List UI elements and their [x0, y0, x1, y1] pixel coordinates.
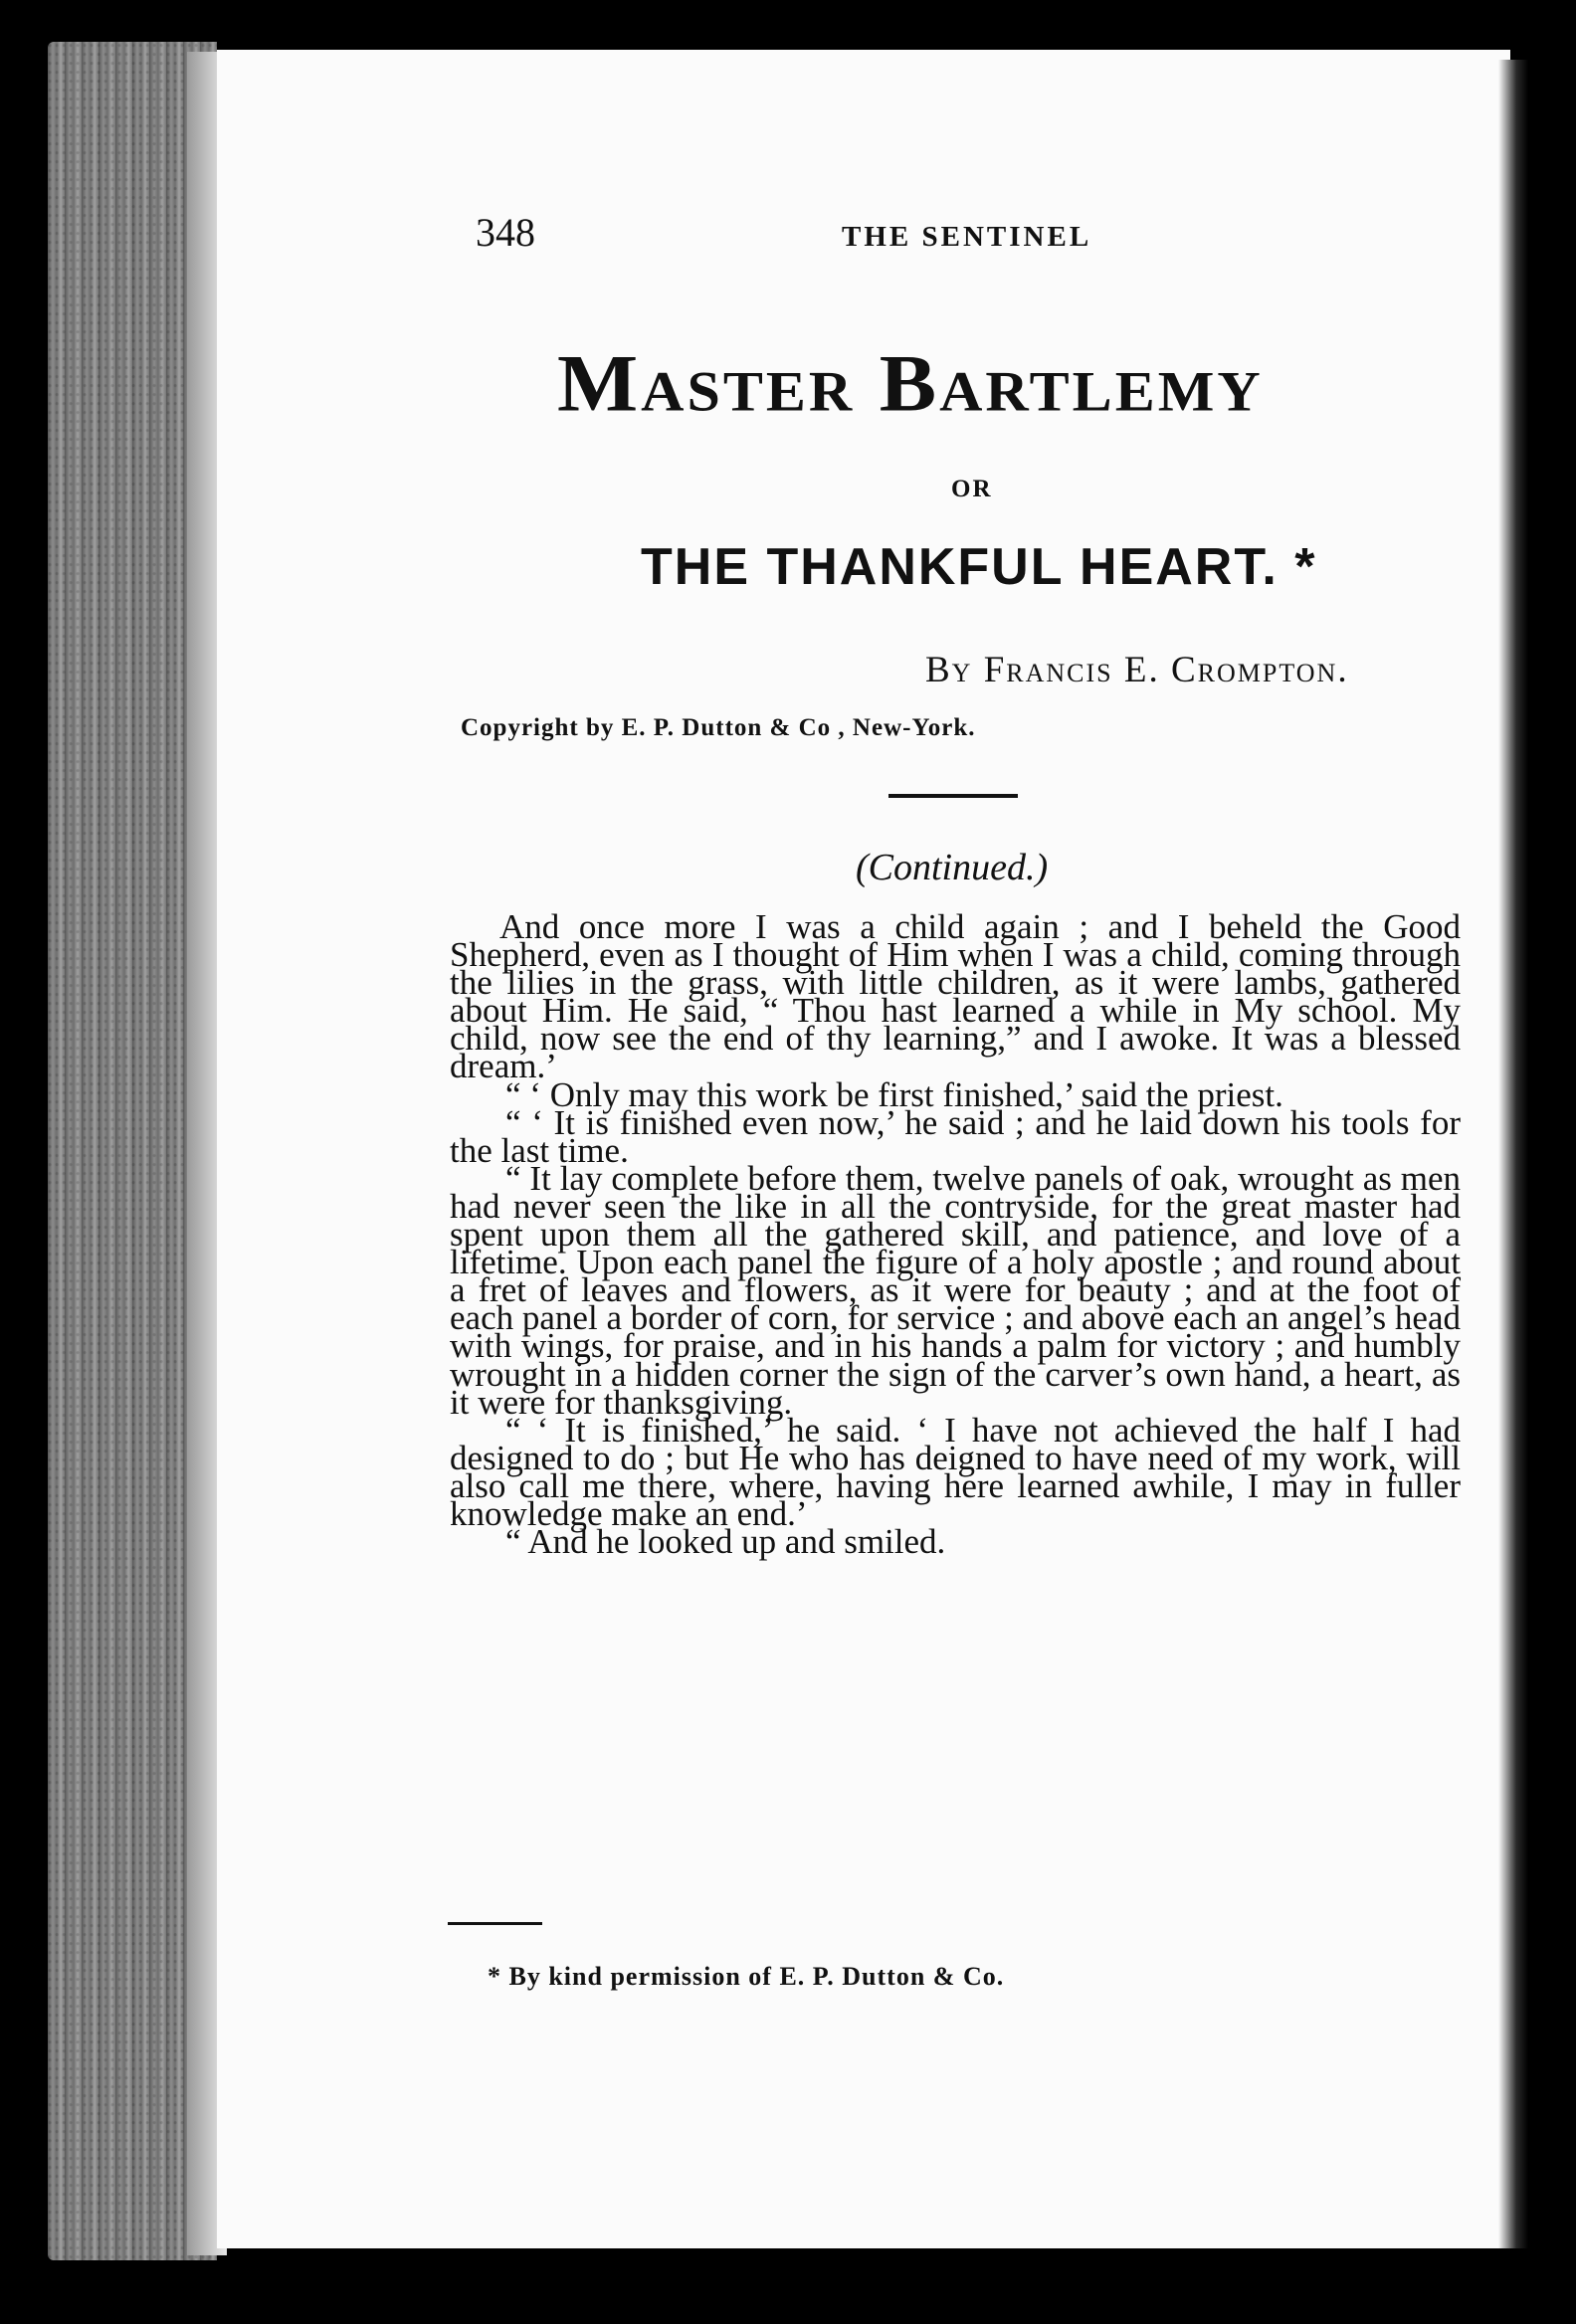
copyright-line: Copyright by E. P. Dutton & Co , New-York.	[461, 714, 976, 741]
article-title: Master Bartlemy	[557, 337, 1264, 429]
article-subtitle: THE THANKFUL HEART. *	[641, 538, 1317, 596]
paragraph: And once more I was a child again ; and I beheld the Good Shepherd, even as I thought of Him when I was a child, coming through the lilies in the grass, with little children, as it were lambs, gathered about Him. He said, “ Thou hast learned a while in My school. My child, now see the end of thy learning,” and I awoke. It was a blessed dream.’	[450, 907, 1461, 1086]
byline: By Francis E. Crompton.	[925, 650, 1349, 690]
footnote: * By kind permission of E. P. Dutton & Co.	[488, 1962, 1005, 1991]
paragraph: “ And he looked up and smiled.	[505, 1522, 946, 1562]
separator-rule	[888, 794, 1018, 798]
running-head: THE SENTINEL	[842, 221, 1092, 253]
body-text	[450, 907, 1461, 1562]
continued-note: (Continued.)	[856, 847, 1049, 888]
paragraph: “ ‘ It is finished even now,’ he said ; and he laid down his tools for the last time.	[450, 1102, 1461, 1170]
paragraph: “ ‘ It is finished,’ he said. ‘ I have not achieved the half I had designed to do ; but He who has deigned to have need of my work, will also call me there, where, having here learned awhile, I may in fuller knowledge make an end.’	[450, 1410, 1461, 1533]
footnote-rule	[448, 1922, 542, 1925]
paragraph: “ ‘ Only may this work be first finished,’ said the priest.	[505, 1074, 1283, 1114]
paragraph: “ It lay complete before them, twelve panels of oak, wrought as men had never seen the like in all the contryside, for the great master had spent upon them all the gathered skill, and patience, and love of a lifetime. Upon each panel the figure of a holy apostle ; and round about a fret of leaves and flowers, as it were for beauty ; and at the foot of each panel a border of corn, for service ; and above each an angel’s head with wings, for praise, and in his hands a palm for victory ; and humbly wrought in a hidden corner the sign of the carver’s own hand, a heart, as it were for thanksgiving.	[450, 1158, 1461, 1422]
title-or: OR	[951, 476, 993, 502]
page-number: 348	[476, 210, 535, 255]
right-page-edge	[1498, 60, 1528, 2248]
